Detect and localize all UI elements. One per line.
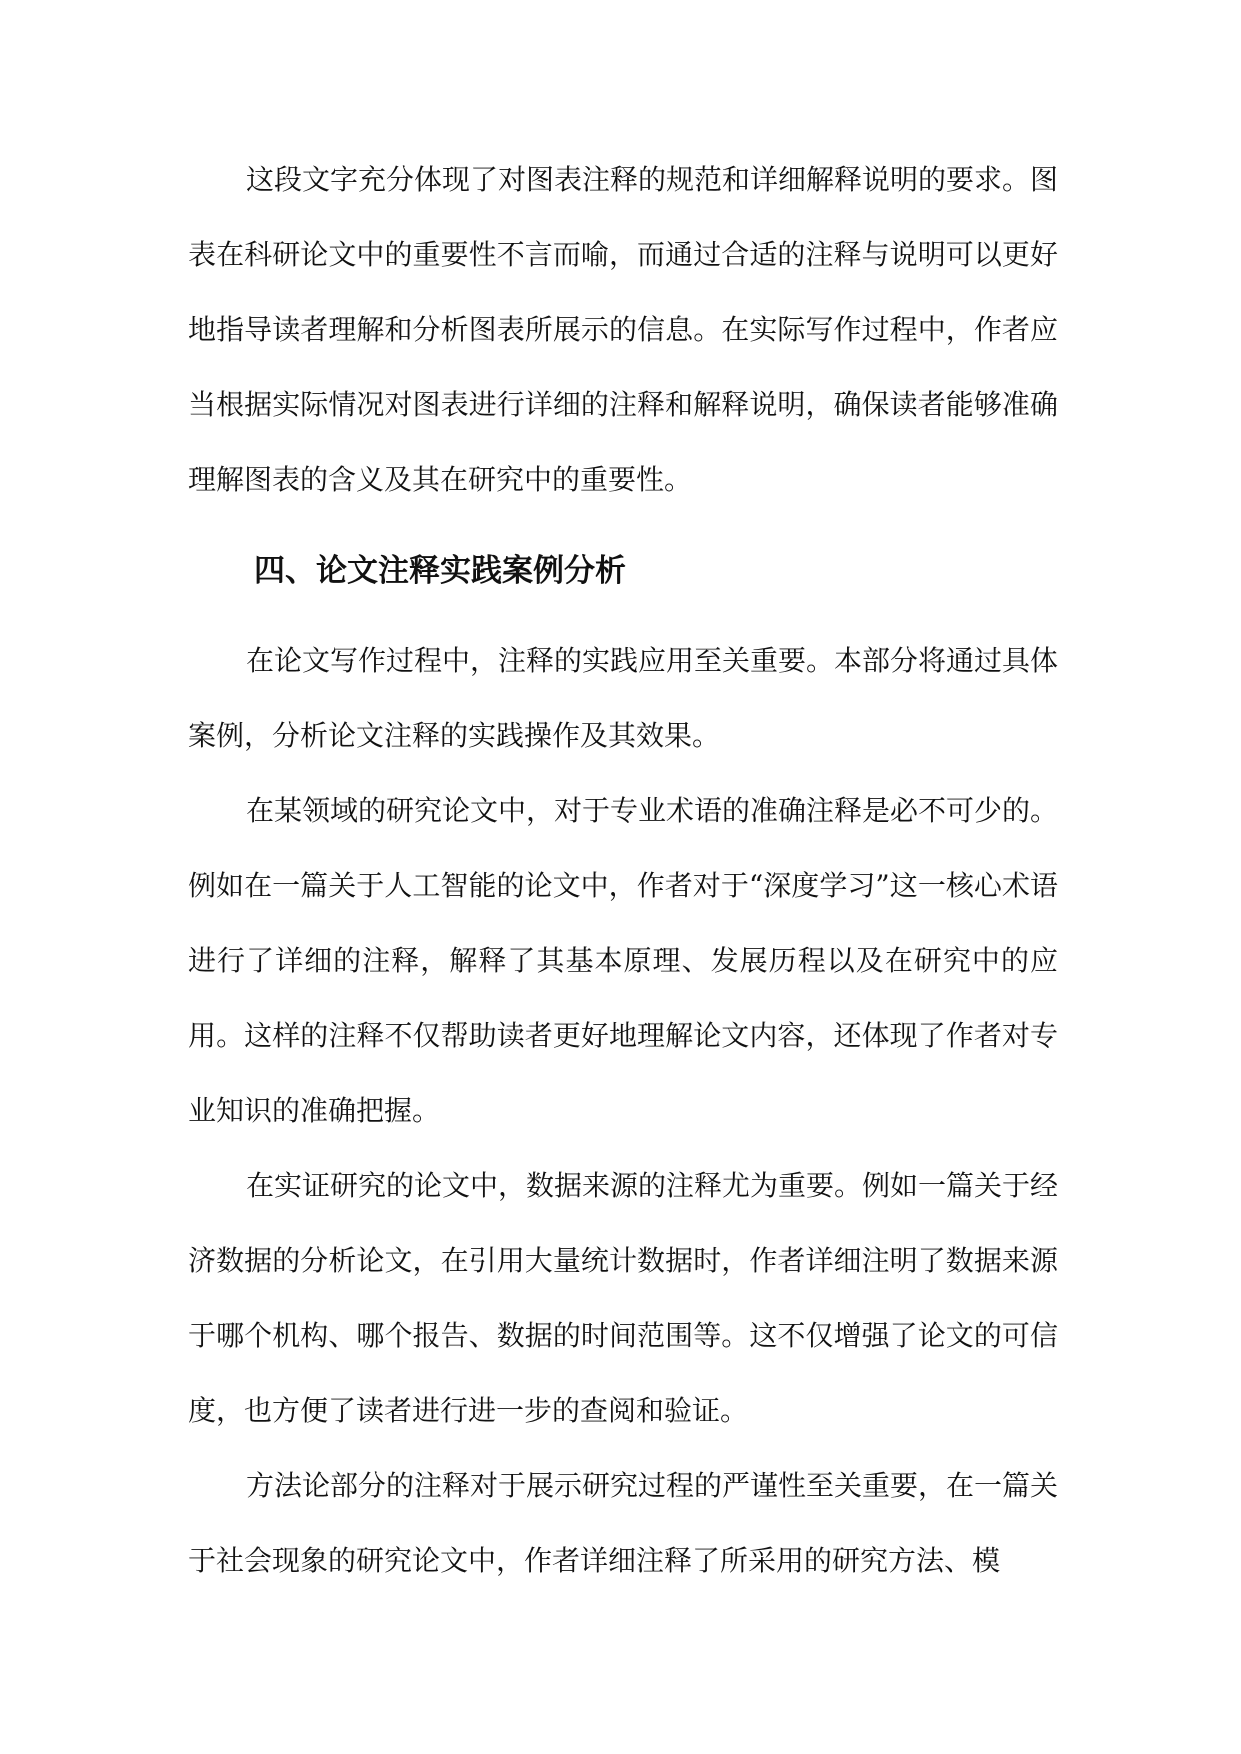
body-paragraph: 这段文字充分体现了对图表注释的规范和详细解释说明的要求。图表在科研论文中的重要性不言而喻，而通过合适的注释与说明可以更好地指导读者理解和分析图表所展示的信息。在实际写作过程中，作者应当根据实际情况对图表进行详细的注释和解释说明，确保读者能够准确理解图表的含义及其在研究中的重要性。 bbox=[188, 163, 1059, 496]
document-body bbox=[188, 142, 1058, 1598]
body-paragraph: 在某领域的研究论文中，对于专业术语的准确注释是必不可少的。例如在一篇关于人工智能的论文中，作者对于“深度学习”这一核心术语进行了详细的注释，解释了其基本原理、发展历程以及在研究中的应用。这样的注释不仅帮助读者更好地理解论文内容，还体现了作者对专业知识的准确把握。 bbox=[188, 794, 1059, 1127]
body-paragraph: 在论文写作过程中，注释的实践应用至关重要。本部分将通过具体案例，分析论文注释的实践操作及其效果。 bbox=[188, 644, 1059, 752]
section-heading: 四、论文注释实践案例分析 bbox=[254, 553, 626, 589]
body-paragraph: 在实证研究的论文中，数据来源的注释尤为重要。例如一篇关于经济数据的分析论文，在引用大量统计数据时，作者详细注明了数据来源于哪个机构、哪个报告、数据的时间范围等。这不仅增强了论文的可信度，也方便了读者进行进一步的查阅和验证。 bbox=[188, 1169, 1059, 1427]
body-paragraph: 方法论部分的注释对于展示研究过程的严谨性至关重要，在一篇关于社会现象的研究论文中，作者详细注释了所采用的研究方法、模 bbox=[188, 1469, 1059, 1577]
